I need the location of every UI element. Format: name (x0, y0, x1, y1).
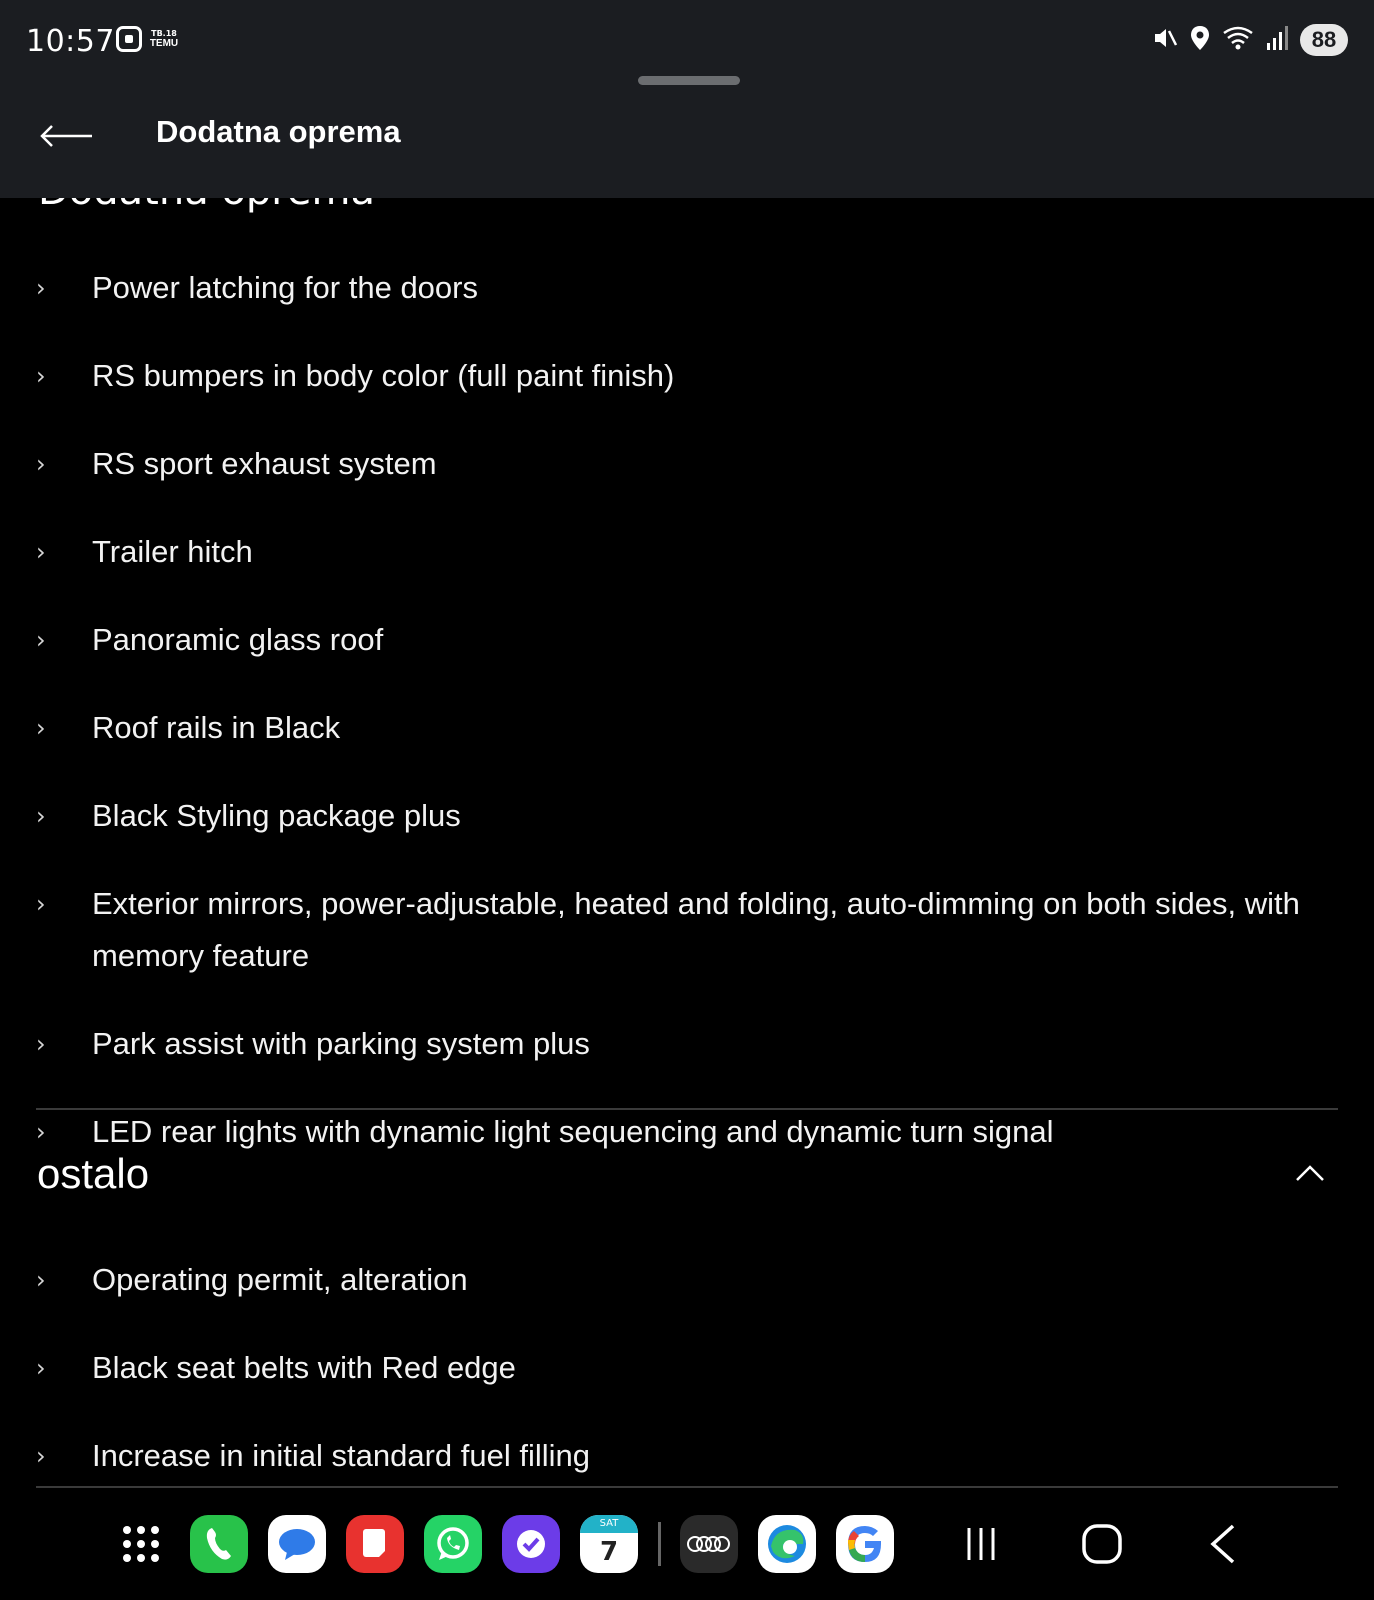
feature-text: RS bumpers in body color (full paint finish) (92, 358, 675, 393)
chevron-right-icon: › (36, 890, 46, 918)
status-time: 10:57 (26, 24, 115, 59)
list-item (0, 860, 1374, 1000)
chevron-right-icon: › (36, 1442, 46, 1470)
feature-text: Power latching for the doors (92, 270, 478, 305)
feature-text: Increase in initial standard fuel filling (92, 1438, 590, 1473)
chevron-right-icon: › (36, 538, 46, 566)
list-item (0, 244, 1374, 332)
chevron-right-icon: › (36, 626, 46, 654)
battery-indicator: 88 (1300, 24, 1348, 56)
phone-icon[interactable] (190, 1515, 248, 1573)
list-item (0, 772, 1374, 860)
exterior-feature-list (0, 244, 1374, 1176)
list-item (0, 508, 1374, 596)
wifi-icon (1222, 25, 1254, 55)
temu-notification-icon (148, 28, 180, 50)
drag-handle[interactable] (638, 76, 740, 85)
back-icon[interactable] (1194, 1515, 1252, 1573)
edge-icon[interactable] (758, 1515, 816, 1573)
chevron-right-icon: › (36, 274, 46, 302)
feature-text: Park assist with parking system plus (92, 1026, 590, 1061)
feature-text: Operating permit, alteration (92, 1262, 468, 1297)
location-icon (1190, 25, 1210, 55)
chevron-right-icon: › (36, 1266, 46, 1294)
list-item (0, 1000, 1374, 1088)
chevron-right-icon: › (36, 714, 46, 742)
list-item (0, 332, 1374, 420)
temu-icon-label: TEMU (149, 38, 179, 49)
chevron-right-icon: › (36, 362, 46, 390)
list-item (0, 1324, 1374, 1412)
calendar-day-label: SAT (580, 1515, 638, 1533)
home-icon[interactable] (1073, 1515, 1131, 1573)
feature-text: Black seat belts with Red edge (92, 1350, 516, 1385)
top-bar (0, 0, 1374, 198)
feature-text: Trailer hitch (92, 534, 253, 569)
arrow-left-icon[interactable] (36, 112, 96, 160)
dock-separator (658, 1522, 661, 1566)
messages-icon[interactable] (268, 1515, 326, 1573)
navigation-bar (0, 1488, 1374, 1600)
signal-icon (1266, 25, 1288, 55)
feature-text: RS sport exhaust system (92, 446, 437, 481)
chevron-right-icon: › (36, 802, 46, 830)
chevron-right-icon: › (36, 1118, 46, 1146)
mute-icon (1152, 25, 1178, 55)
page-title: Dodatna oprema (156, 114, 401, 149)
list-item (0, 420, 1374, 508)
calendar-icon[interactable] (580, 1515, 638, 1573)
app-drawer-icon[interactable] (112, 1515, 170, 1573)
whatsapp-icon[interactable] (424, 1515, 482, 1573)
status-left-icons (116, 26, 180, 52)
tasks-icon[interactable] (502, 1515, 560, 1573)
list-item (0, 1412, 1374, 1488)
chevron-right-icon: › (36, 450, 46, 478)
list-item (0, 596, 1374, 684)
calendar-date-label: 7 (599, 1537, 619, 1567)
chevron-right-icon: › (36, 1030, 46, 1058)
list-item (0, 684, 1374, 772)
feature-text: Exterior mirrors, power-adjustable, heated and folding, auto-dimming on both sides, with memory feature (92, 886, 1300, 973)
chevron-up-icon[interactable] (1290, 1158, 1330, 1188)
notes-icon[interactable] (346, 1515, 404, 1573)
temu-icon-label-top: TB.18 (151, 29, 177, 38)
list-item (0, 1236, 1374, 1324)
list-item (0, 1088, 1374, 1176)
feature-text: LED rear lights with dynamic light sequencing and dynamic turn signal (92, 1114, 1054, 1149)
audi-icon[interactable] (680, 1515, 738, 1573)
section-title-ostalo[interactable]: ostalo (37, 1150, 150, 1197)
section-divider (36, 1108, 1338, 1110)
feature-text: Black Styling package plus (92, 798, 461, 833)
google-icon[interactable] (836, 1515, 894, 1573)
screen-record-icon (116, 26, 142, 52)
recents-icon[interactable] (952, 1515, 1010, 1573)
feature-text: Roof rails in Black (92, 710, 341, 745)
chevron-right-icon: › (36, 1354, 46, 1382)
feature-text: Panoramic glass roof (92, 622, 384, 657)
status-right-icons (1152, 24, 1348, 56)
other-feature-list (0, 1236, 1374, 1488)
